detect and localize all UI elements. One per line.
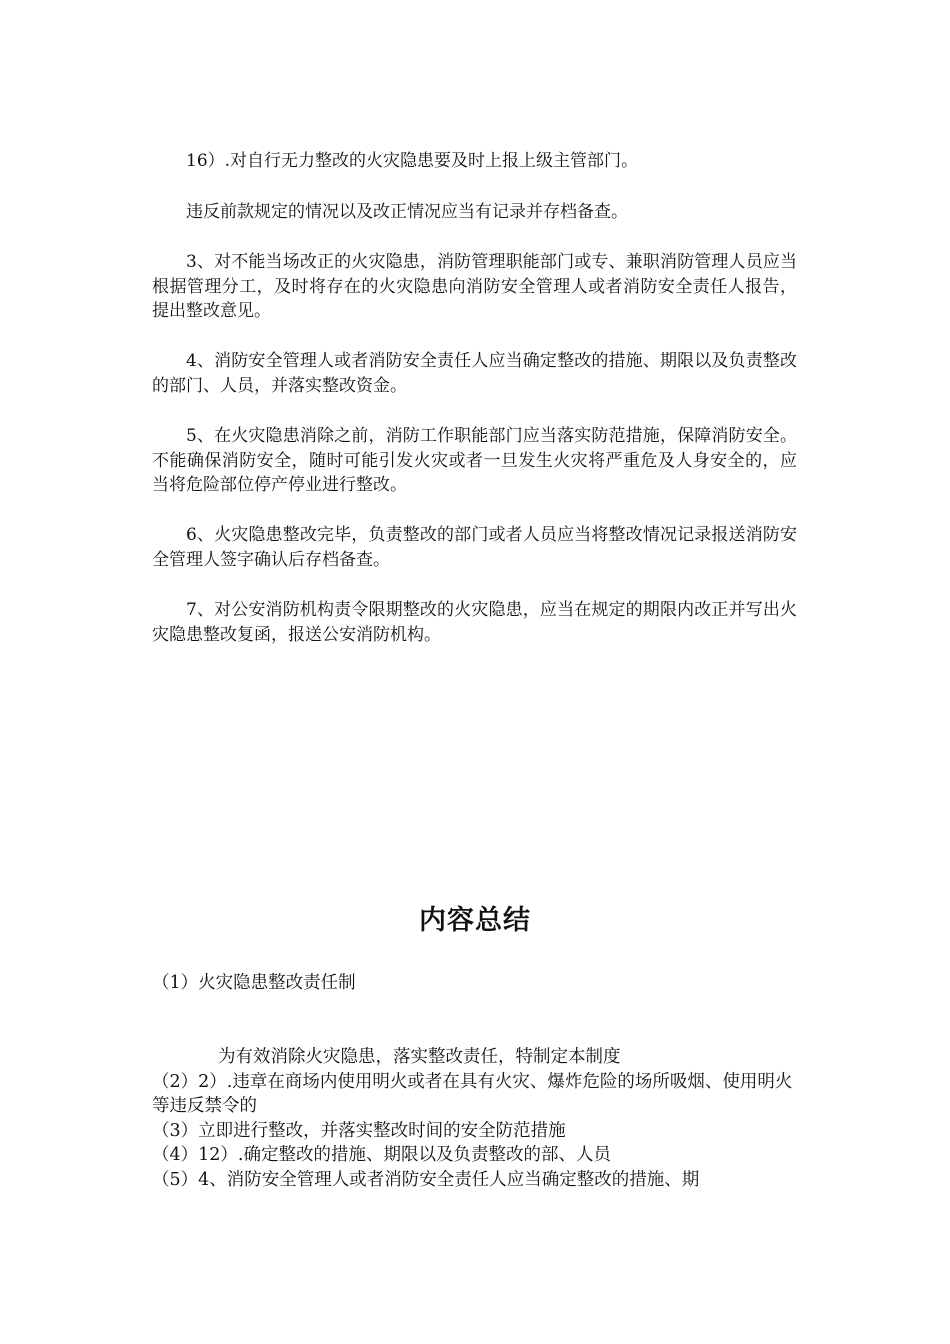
summary-item-3: （3）立即进行整改，并落实整改时间的安全防范措施 — [152, 1120, 566, 1141]
summary-item-1: （1）火灾隐患整改责任制 — [152, 973, 356, 993]
summary-item-2: （2）2）.违章在商场内使用明火或者在具有火灾、爆炸危险的场所吸烟、使用明火等违反禁令的 — [152, 1071, 793, 1116]
summary-item-4: （4）12）.确定整改的措施、期限以及负责整改的部、人员 — [152, 1145, 611, 1165]
paragraph-5: 5、在火灾隐患消除之前，消防工作职能部门应当落实防范措施，保障消防安全。不能确保消防安全，随时可能引发火灾或者一旦发生火灾将严重危及人身安全的，应当将危险部位停产停业进行整改。 — [152, 426, 797, 495]
summary-list — [152, 1045, 802, 1192]
paragraph-4: 4、消防安全管理人或者消防安全责任人应当确定整改的措施、期限以及负责整改的部门、人员，并落实整改资金。 — [152, 351, 797, 396]
summary-item-5: （5）4、消防安全管理人或者消防安全责任人应当确定整改的措施、期 — [152, 1169, 700, 1190]
paragraph-record-keeping: 违反前款规定的情况以及改正情况应当有记录并存档备查。 — [186, 202, 628, 222]
summary-lead-text: 为有效消除火灾隐患，落实整改责任，特制定本制度 — [218, 1047, 621, 1067]
summary-heading: 内容总结 — [419, 905, 531, 936]
paragraph-6: 6、火灾隐患整改完毕，负责整改的部门或者人员应当将整改情况记录报送消防安全管理人签字确认后存档备查。 — [152, 525, 797, 570]
paragraph-16: 16）.对自行无力整改的火灾隐患要及时上报上级主管部门。 — [186, 151, 639, 171]
paragraph-7: 7、对公安消防机构责令限期整改的火灾隐患，应当在规定的期限内改正并写出火灾隐患整改复函，报送公安消防机构。 — [152, 600, 797, 645]
paragraph-3: 3、对不能当场改正的火灾隐患，消防管理职能部门或专、兼职消防管理人员应当根据管理分工，及时将存在的火灾隐患向消防安全管理人或者消防安全责任人报告，提出整改意见。 — [152, 252, 797, 321]
